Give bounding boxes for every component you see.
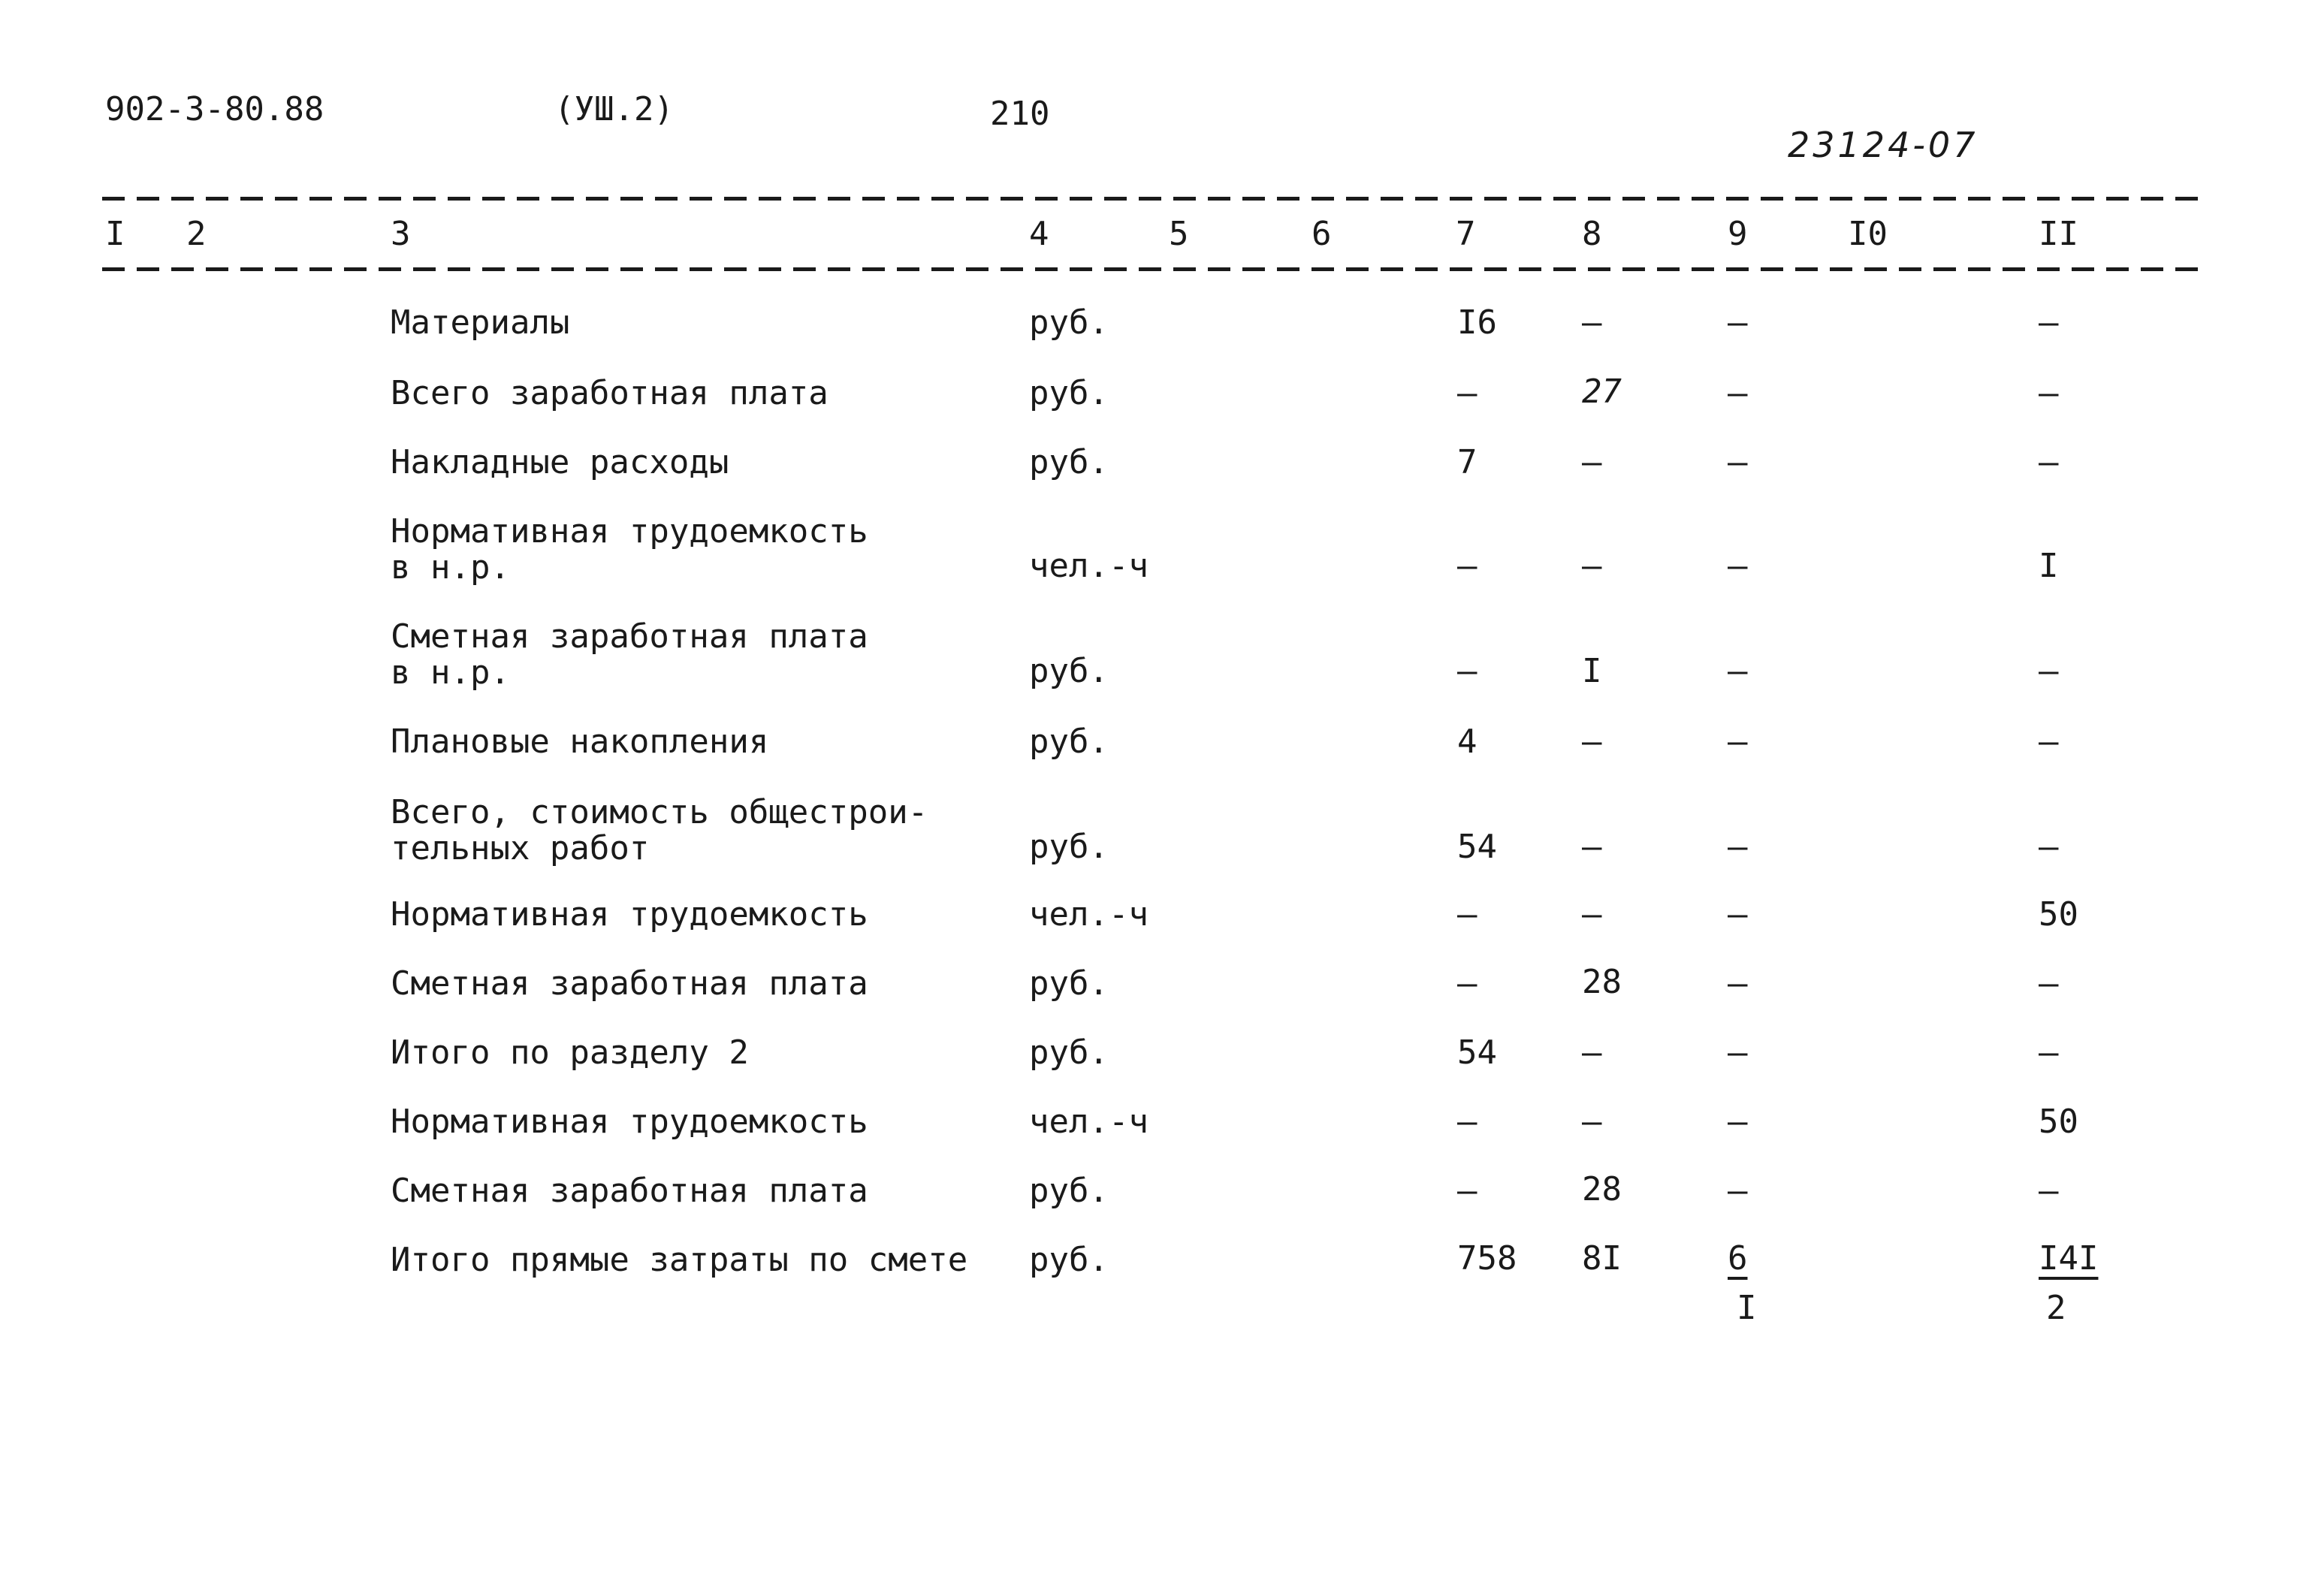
page-number: 210 — [990, 95, 1050, 133]
row-0-col8: – — [1582, 303, 1602, 342]
row-9-description: Итого по разделу 2 — [391, 1033, 749, 1072]
row-5-col11: – — [2039, 723, 2059, 761]
handwritten-reference: 23124-07 — [1788, 125, 1979, 165]
row-8-description: Сметная заработная плата — [391, 964, 868, 1003]
row-11-col11: – — [2039, 1172, 2059, 1210]
column-number-6: 6 — [1311, 215, 1332, 253]
row-4-col9: – — [1728, 652, 1748, 690]
row-2-description: Накладные расходы — [391, 443, 729, 481]
column-number-4: 4 — [1029, 215, 1049, 253]
column-number-9: 9 — [1728, 215, 1748, 253]
row-2-col11: – — [2039, 443, 2059, 481]
row-12-col7: 758 — [1457, 1239, 1517, 1278]
row-10-col9: – — [1728, 1103, 1748, 1141]
row-4-col11: – — [2039, 652, 2059, 690]
header-rule-bottom — [102, 267, 2198, 271]
row-11-col9: – — [1728, 1172, 1748, 1210]
row-3-description — [391, 512, 868, 587]
row-6-col9: – — [1728, 828, 1748, 866]
row-7-unit: чел.-ч — [1029, 895, 1148, 934]
row-10-col7: – — [1457, 1103, 1477, 1141]
row-8-col11: – — [2039, 964, 2059, 1003]
row-12-description: Итого прямые затраты по смете — [391, 1241, 968, 1279]
row-7-description: Нормативная трудоемкость — [391, 895, 868, 934]
row-6-description-line-2: тельных работ — [391, 829, 650, 867]
row-10-description: Нормативная трудоемкость — [391, 1103, 868, 1141]
row-3-description-line-1: Нормативная трудоемкость — [391, 512, 868, 551]
row-4-col8: I — [1582, 652, 1602, 690]
row-11-description: Сметная заработная плата — [391, 1172, 868, 1210]
row-2-unit: руб. — [1029, 443, 1109, 481]
row-4-unit: руб. — [1029, 652, 1109, 690]
row-0-col11: – — [2039, 303, 2059, 342]
row-0-col9: – — [1728, 303, 1748, 342]
document-code: 902-3-80.88 — [105, 90, 324, 128]
row-9-col9: – — [1728, 1033, 1748, 1072]
row-6-description-line-1: Всего, стоимость общестрои- — [391, 793, 928, 831]
row-9-col7: 54 — [1457, 1033, 1497, 1072]
row-2-col7: 7 — [1457, 443, 1477, 481]
column-number-11: II — [2039, 215, 2078, 253]
row-5-unit: руб. — [1029, 723, 1109, 761]
row-1-unit: руб. — [1029, 374, 1109, 412]
row-9-col8: – — [1582, 1033, 1602, 1072]
row-10-col8: – — [1582, 1103, 1602, 1141]
row-8-col9: – — [1728, 964, 1748, 1003]
column-number-10: I0 — [1848, 215, 1888, 253]
row-8-unit: руб. — [1029, 964, 1109, 1003]
row-7-col8: – — [1582, 895, 1602, 934]
row-6-col11: – — [2039, 828, 2059, 866]
section-label: (УШ.2) — [554, 90, 674, 128]
row-0-description: Материалы — [391, 303, 570, 342]
row-4-description-line-1: Сметная заработная плата — [391, 617, 868, 656]
row-1-col11: – — [2039, 374, 2059, 412]
total-col11-denominator: 2 — [2046, 1289, 2066, 1327]
row-8-col7: – — [1457, 964, 1477, 1003]
row-11-unit: руб. — [1029, 1172, 1109, 1210]
row-3-col7: – — [1457, 547, 1477, 585]
row-7-col9: – — [1728, 895, 1748, 934]
row-5-description: Плановые накопления — [391, 723, 769, 761]
row-3-col8: – — [1582, 547, 1602, 585]
column-number-3: 3 — [391, 215, 411, 253]
row-9-unit: руб. — [1029, 1033, 1109, 1072]
row-6-unit: руб. — [1029, 828, 1109, 866]
row-11-col8: 28 — [1582, 1170, 1622, 1208]
row-3-col11: I — [2039, 547, 2059, 585]
row-10-col11: 50 — [2039, 1103, 2078, 1141]
total-col9-denominator: I — [1737, 1289, 1757, 1327]
row-12-unit: руб. — [1029, 1241, 1109, 1279]
row-1-col7: – — [1457, 374, 1477, 412]
row-2-col9: – — [1728, 443, 1748, 481]
row-9-col11: – — [2039, 1033, 2059, 1072]
row-12-col8: 8I — [1582, 1239, 1622, 1278]
row-1-description: Всего заработная плата — [391, 374, 829, 412]
row-3-description-line-2: в н.р. — [391, 548, 510, 587]
row-5-col8: – — [1582, 723, 1602, 761]
row-10-unit: чел.-ч — [1029, 1103, 1148, 1141]
column-number-1: I — [105, 215, 125, 253]
column-number-5: 5 — [1169, 215, 1189, 253]
row-1-col9: – — [1728, 374, 1748, 412]
row-4-description — [391, 617, 868, 692]
column-number-2: 2 — [186, 215, 207, 253]
row-6-description — [391, 793, 928, 867]
row-1-col8: 27 — [1582, 373, 1622, 411]
row-6-col8: – — [1582, 828, 1602, 866]
row-6-col7: 54 — [1457, 828, 1497, 866]
row-5-col7: 4 — [1457, 723, 1477, 761]
row-4-description-line-2: в н.р. — [391, 653, 510, 692]
row-11-col7: – — [1457, 1172, 1477, 1210]
row-0-unit: руб. — [1029, 303, 1109, 342]
row-7-col11: 50 — [2039, 895, 2078, 934]
header-rule-top — [102, 197, 2198, 201]
column-number-7: 7 — [1456, 215, 1476, 253]
row-3-unit: чел.-ч — [1029, 547, 1148, 585]
row-7-col7: – — [1457, 895, 1477, 934]
row-8-col8: 28 — [1582, 963, 1622, 1001]
row-3-col9: – — [1728, 547, 1748, 585]
row-4-col7: – — [1457, 652, 1477, 690]
row-12-col11: I4I — [2039, 1239, 2099, 1278]
row-12-col9: 6 — [1728, 1239, 1748, 1278]
row-0-col7: I6 — [1457, 303, 1497, 342]
column-number-8: 8 — [1582, 215, 1602, 253]
row-2-col8: – — [1582, 443, 1602, 481]
row-5-col9: – — [1728, 723, 1748, 761]
